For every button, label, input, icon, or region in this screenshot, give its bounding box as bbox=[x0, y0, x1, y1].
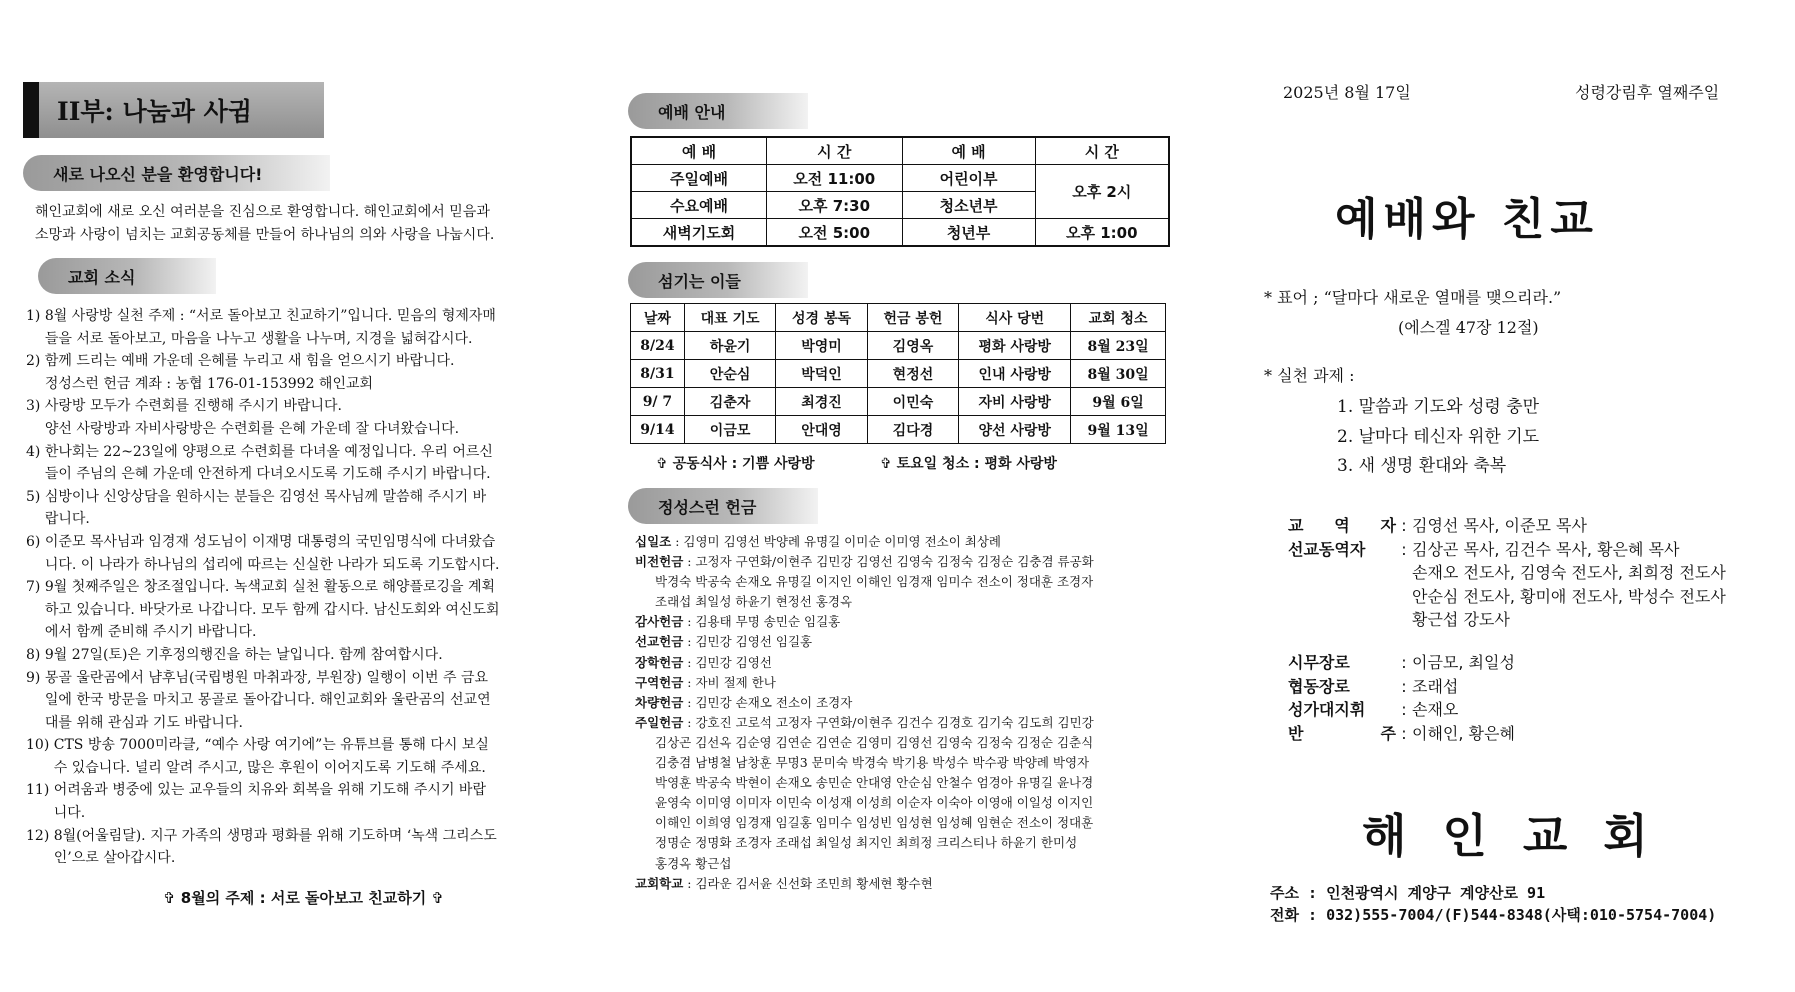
offering-names: : 강호진 고로석 고정자 구연화/이현주 김건수 김경호 김기숙 김도희 김민강 bbox=[683, 714, 1094, 730]
table-header-cell: 헌금 봉헌 bbox=[867, 304, 958, 332]
news-item-body bbox=[45, 667, 581, 735]
news-item-line: 몽골 울란곰에서 냠후님(국립병원 마취과장, 부원장) 일행이 이번 주 금요 bbox=[44, 669, 488, 686]
news-item bbox=[26, 644, 581, 667]
table-cell: 수요예배 bbox=[631, 192, 767, 219]
elder-colon: : bbox=[1401, 723, 1407, 743]
table-cell: 9월 6일 bbox=[1071, 388, 1166, 416]
offering-label: 주일헌금 bbox=[635, 714, 684, 730]
elder-role: 협동장로 bbox=[1288, 676, 1350, 696]
news-item bbox=[26, 486, 581, 531]
table-cell: 오후 1:00 bbox=[1035, 219, 1169, 247]
table-header-cell: 대표 기도 bbox=[684, 304, 775, 332]
tasks-label: * 실천 과제 : bbox=[1264, 366, 1355, 385]
news-item-number: 5) bbox=[26, 488, 45, 505]
news-item-line: 9월 27일(토)은 기후정의행진을 하는 날입니다. 함께 참여합시다. bbox=[44, 646, 443, 663]
offering-names: 박영훈 박공숙 박현이 손재오 송민순 안대영 안순심 안철수 엄경아 유명길 윤나경 bbox=[655, 775, 1094, 791]
staff-names: 김영선 목사, 이준모 목사 bbox=[1412, 516, 1587, 535]
news-item bbox=[26, 441, 581, 486]
news-item-body bbox=[45, 486, 581, 531]
table-header-cell: 예 배 bbox=[902, 137, 1035, 165]
offering-line bbox=[635, 813, 1180, 833]
staff-role bbox=[1288, 561, 1396, 585]
schedule-heading: 예배 안내 bbox=[628, 93, 808, 129]
task-item: 3. 새 생명 환대와 축복 bbox=[1337, 456, 1507, 476]
table-header-cell: 예 배 bbox=[631, 137, 767, 165]
news-item bbox=[26, 576, 581, 644]
table-cell: 청소년부 bbox=[902, 192, 1035, 219]
news-item bbox=[26, 825, 581, 870]
cleaning-note: ✞ 토요일 청소 : 평화 사랑방 bbox=[880, 456, 1057, 472]
offering-names: 김상곤 김선옥 김순영 김연순 김연순 김영미 김영선 김영숙 김정숙 김정순 김춘식 bbox=[655, 734, 1094, 750]
table-header-cell: 날짜 bbox=[631, 304, 685, 332]
news-item-number: 1) bbox=[26, 308, 45, 324]
elder-row bbox=[1288, 651, 1768, 675]
table-cell: 9/ 7 bbox=[631, 388, 685, 416]
table-cell: 박영미 bbox=[776, 332, 867, 360]
table-cell: 8월 23일 bbox=[1071, 332, 1166, 360]
table-header-cell: 시 간 bbox=[1035, 137, 1169, 165]
news-item-body bbox=[54, 734, 581, 779]
title-bar-accent bbox=[23, 82, 39, 138]
table-cell: 김춘자 bbox=[684, 388, 775, 416]
staff-role: 선교동역자 bbox=[1288, 539, 1366, 559]
offering-names: 정명순 정명화 조경자 조래섭 최일성 최지인 최희정 크리스티나 하윤기 한미성 bbox=[655, 835, 1078, 851]
news-item-body bbox=[54, 825, 581, 870]
news-heading: 교회 소식 bbox=[38, 258, 216, 294]
elder-role: 성가대지휘 bbox=[1288, 700, 1366, 719]
offering-label: 감사헌금 bbox=[635, 614, 684, 630]
news-item-line: 정성스런 헌금 계좌 : 농협 176-01-153992 해인교회 bbox=[44, 375, 374, 392]
staff-row bbox=[1288, 538, 1768, 562]
staff-row bbox=[1288, 514, 1768, 538]
table-row bbox=[631, 388, 1166, 416]
news-item-body bbox=[45, 441, 581, 486]
offering-names: : 김용태 무명 송민순 임길홍 bbox=[683, 614, 841, 630]
offering-line bbox=[635, 572, 1180, 592]
offering-line bbox=[635, 693, 1180, 713]
news-item-line: 수 있습니다. 널리 알려 주시고, 많은 후원이 이어지도록 기도해 주세요. bbox=[53, 759, 486, 776]
offering-names: : 김민강 손재오 전소이 조경자 bbox=[683, 694, 853, 710]
staff-names: 안순심 전도사, 황미애 전도사, 박성수 전도사 bbox=[1412, 586, 1726, 606]
staff-list bbox=[1288, 514, 1768, 632]
staff-colon: : bbox=[1401, 516, 1407, 535]
table-cell: 8/31 bbox=[631, 360, 685, 388]
news-item-line: 심방이나 신앙상담을 원하시는 분들은 김영선 목사님께 말씀해 주시기 바 bbox=[44, 488, 487, 505]
news-item bbox=[26, 350, 581, 395]
news-item-number: 12) bbox=[26, 827, 54, 844]
part-title bbox=[23, 82, 324, 138]
staff-colon bbox=[1396, 561, 1412, 585]
offering-line bbox=[635, 833, 1180, 853]
part-title-text: II부: 나눔과 사귐 bbox=[39, 82, 324, 138]
monthly-theme: ✞ 8월의 주제 : 서로 돌아보고 친교하기 ✞ bbox=[163, 889, 444, 907]
news-item-body bbox=[45, 644, 581, 667]
elder-role: 시무장로 bbox=[1288, 653, 1350, 672]
news-item-body bbox=[45, 395, 581, 440]
table-header-row bbox=[631, 137, 1169, 165]
staff-colon: : bbox=[1401, 539, 1407, 559]
offering-names: : 김민강 김영선 임길홍 bbox=[683, 634, 813, 650]
news-item-line: 8월(어울림달). 지구 가족의 생명과 평화를 위해 기도하며 ‘녹색 그리스도 bbox=[53, 827, 497, 844]
news-item-line: 한나회는 22~23일에 양평으로 수련회를 다녀올 예정입니다. 우리 어르신 bbox=[44, 443, 493, 460]
table-cell: 하윤기 bbox=[684, 332, 775, 360]
news-item-line: 이준모 목사님과 임경재 성도님이 이재명 대통령의 국민임명식에 다녀왔습 bbox=[44, 533, 496, 550]
staff-role bbox=[1288, 585, 1396, 609]
table-row bbox=[631, 165, 1169, 192]
elder-names: 손재오 bbox=[1412, 700, 1459, 719]
offering-label: 구역헌금 bbox=[635, 674, 684, 690]
news-item-number: 10) bbox=[26, 737, 54, 754]
news-item-body bbox=[45, 576, 581, 644]
elder-colon: : bbox=[1401, 676, 1407, 696]
news-item-line: 들이 주님의 은혜 가운데 안전하게 다녀오시도록 기도해 주시기 바랍니다. bbox=[44, 466, 491, 483]
staff-role: 교 역 자 bbox=[1288, 516, 1396, 535]
news-item-number: 11) bbox=[26, 782, 54, 799]
offering-names: 이해인 이희영 임경재 임길홍 임미수 임성빈 임성현 임성혜 임현순 전소이 정대훈 bbox=[655, 815, 1094, 831]
meal-note: ✞ 공동식사 : 기쁨 사랑방 bbox=[656, 456, 815, 472]
offering-line bbox=[635, 532, 1180, 552]
offering-label: 장학헌금 bbox=[635, 654, 684, 670]
table-row bbox=[631, 416, 1166, 444]
elder-names: 이해인, 황은혜 bbox=[1412, 723, 1515, 743]
news-item-line: 니다. bbox=[53, 805, 86, 822]
motto-label: * 표어 ; bbox=[1264, 288, 1319, 307]
table-row bbox=[631, 360, 1166, 388]
news-item-line: CTS 방송 7000미라클, “예수 사랑 여기에”는 유튜브를 통해 다시 보실 bbox=[53, 737, 489, 754]
offering-line bbox=[635, 653, 1180, 673]
table-row bbox=[631, 332, 1166, 360]
table-cell: 어린이부 bbox=[902, 165, 1035, 192]
table-cell: 새벽기도회 bbox=[631, 219, 767, 247]
table-header-cell: 시 간 bbox=[767, 137, 903, 165]
news-item-line: 사랑방 모두가 수련회를 진행해 주시기 바랍니다. bbox=[44, 398, 343, 415]
offering-label: 교회학교 bbox=[635, 875, 684, 891]
news-item-number: 6) bbox=[26, 533, 45, 550]
table-row bbox=[631, 219, 1169, 247]
table-cell: 이민숙 bbox=[867, 388, 958, 416]
table-cell: 김영옥 bbox=[867, 332, 958, 360]
offering-line bbox=[635, 773, 1180, 793]
offering-line bbox=[635, 874, 1180, 894]
table-cell: 청년부 bbox=[902, 219, 1035, 247]
table-cell: 안대영 bbox=[776, 416, 867, 444]
offering-line bbox=[635, 612, 1180, 632]
news-item bbox=[26, 305, 581, 350]
news-item-line: 인’으로 살아갑시다. bbox=[53, 850, 176, 867]
table-cell: 양선 사랑방 bbox=[959, 416, 1071, 444]
table-cell: 오후 7:30 bbox=[767, 192, 903, 219]
offering-names: : 자비 절제 한나 bbox=[683, 674, 776, 690]
table-cell: 오전 5:00 bbox=[767, 219, 903, 247]
elder-names: 조래섭 bbox=[1412, 676, 1459, 696]
news-item-line: 8월 사랑방 실천 주제 : “서로 돌아보고 친교하기”입니다. 믿음의 형제자매 bbox=[44, 308, 496, 324]
elder-row bbox=[1288, 675, 1768, 699]
news-item-number: 4) bbox=[26, 443, 45, 460]
motto-text: “달마다 새로운 열매를 맺으리라.” bbox=[1323, 288, 1562, 307]
worship-schedule-table bbox=[630, 136, 1170, 247]
news-item-body bbox=[45, 531, 581, 576]
offering-line bbox=[635, 673, 1180, 693]
task-item: 2. 날마다 테신자 위한 기도 bbox=[1337, 427, 1540, 447]
motto-reference: (에스겔 47장 12절) bbox=[1398, 318, 1539, 337]
offering-line bbox=[635, 592, 1180, 612]
news-item bbox=[26, 531, 581, 576]
offering-line bbox=[635, 552, 1180, 572]
liturgical-season: 성령강림후 열째주일 bbox=[1575, 83, 1720, 102]
offering-list bbox=[635, 532, 1180, 894]
elder-colon: : bbox=[1401, 700, 1407, 719]
table-header-cell: 교회 청소 bbox=[1071, 304, 1166, 332]
offering-names: 홍경옥 황근섭 bbox=[655, 855, 732, 871]
table-cell: 주일예배 bbox=[631, 165, 767, 192]
bulletin-date: 2025년 8월 17일 bbox=[1283, 83, 1411, 102]
staff-names: 황근섭 강도사 bbox=[1412, 610, 1510, 629]
table-cell: 안순심 bbox=[684, 360, 775, 388]
news-item-line: 일에 한국 방문을 마치고 몽골로 돌아갑니다. 해인교회와 울란곰의 선교연 bbox=[44, 692, 491, 709]
elder-role: 반 주 bbox=[1288, 723, 1396, 743]
news-list bbox=[26, 305, 581, 870]
news-item-line: 9월 첫째주일은 창조절입니다. 녹색교회 실천 활동으로 해양플로깅을 계획 bbox=[44, 579, 496, 596]
table-cell: 오전 11:00 bbox=[767, 165, 903, 192]
news-item-line: 함께 드리는 예배 가운데 은혜를 누리고 새 힘을 얻으시기 바랍니다. bbox=[44, 353, 455, 370]
staff-role bbox=[1288, 608, 1396, 632]
table-header-row bbox=[631, 304, 1166, 332]
news-item-number: 2) bbox=[26, 353, 45, 370]
elder-row bbox=[1288, 698, 1768, 722]
offering-names: 윤영숙 이미영 이미자 이민숙 이성재 이성희 이순자 이숙아 이영애 이일성 이지인 bbox=[655, 795, 1094, 811]
table-header-cell: 성경 봉독 bbox=[776, 304, 867, 332]
news-item-line: 니다. 이 나라가 하나님의 섭리에 따르는 신실한 나라가 되도록 기도합시다. bbox=[44, 556, 500, 573]
offering-line bbox=[635, 733, 1180, 753]
news-item-number: 3) bbox=[26, 398, 45, 415]
news-item-line: 어려움과 병중에 있는 교우들의 치유와 회복을 위해 기도해 주시기 바랍 bbox=[53, 782, 486, 799]
table-cell: 8/24 bbox=[631, 332, 685, 360]
news-item bbox=[26, 395, 581, 440]
news-item bbox=[26, 667, 581, 735]
staff-names: 손재오 전도사, 김영숙 전도사, 최희정 전도사 bbox=[1412, 563, 1726, 582]
offering-label: 차량헌금 bbox=[635, 694, 684, 710]
welcome-line: 해인교회에 새로 오신 여러분을 진심으로 환영합니다. 해인교회에서 믿음과 bbox=[35, 204, 490, 220]
offering-label: 십일조 bbox=[635, 534, 672, 549]
elders-list bbox=[1288, 651, 1768, 745]
news-item-line: 랍니다. bbox=[44, 511, 90, 528]
church-name: 해 인 교 회 bbox=[1362, 809, 1658, 863]
task-item: 1. 말씀과 기도와 성령 충만 bbox=[1337, 397, 1540, 417]
offering-names: : 김민강 김영선 bbox=[683, 654, 772, 670]
church-phone: 전화 : 032)555-7004/(F)544-8348(사택:010-5754-7004) bbox=[1270, 906, 1717, 924]
offering-names: 박경숙 박공숙 손재오 유명길 이지인 이해인 임경재 임미수 전소이 정대훈 조경자 bbox=[655, 574, 1094, 590]
table-cell: 인내 사랑방 bbox=[959, 360, 1071, 388]
news-item-line: 양선 사랑방과 자비사랑방은 수련회를 은혜 가운데 잘 다녀왔습니다. bbox=[44, 420, 460, 437]
table-cell: 박덕인 bbox=[776, 360, 867, 388]
table-cell: 현정선 bbox=[867, 360, 958, 388]
offering-heading: 정성스런 헌금 bbox=[628, 488, 818, 524]
table-cell: 이금모 bbox=[684, 416, 775, 444]
offering-label: 선교헌금 bbox=[635, 634, 684, 650]
offering-label: 비전헌금 bbox=[635, 554, 684, 570]
welcome-line: 소망과 사랑이 넘치는 교회공동체를 만들어 하나님의 의와 사랑을 나눕시다. bbox=[35, 226, 495, 243]
church-address: 주소 : 인천광역시 계양구 계양산로 91 bbox=[1270, 884, 1546, 902]
offering-names: : 고정자 구연화/이현주 김민강 김영선 김영숙 김정숙 김정순 김충겸 류공화 bbox=[683, 554, 1094, 570]
welcome-text bbox=[35, 201, 580, 246]
news-item-number: 7) bbox=[26, 579, 45, 596]
offering-line bbox=[635, 632, 1180, 652]
news-item-number: 8) bbox=[26, 646, 45, 663]
table-cell: 김다경 bbox=[867, 416, 958, 444]
table-cell: 최경진 bbox=[776, 388, 867, 416]
news-item bbox=[26, 779, 581, 824]
staff-row bbox=[1288, 585, 1768, 609]
offering-names: : 김영미 김영선 박양례 유명길 이미순 이미영 전소이 최상례 bbox=[671, 534, 1002, 549]
elder-row bbox=[1288, 722, 1768, 746]
news-item bbox=[26, 734, 581, 779]
table-header-cell: 식사 당번 bbox=[959, 304, 1071, 332]
staff-row bbox=[1288, 608, 1768, 632]
table-cell: 9월 13일 bbox=[1071, 416, 1166, 444]
elder-colon: : bbox=[1401, 653, 1407, 672]
staff-names: 김상곤 목사, 김건수 목사, 황은혜 목사 bbox=[1412, 539, 1680, 559]
news-item-body bbox=[45, 305, 581, 350]
motto-line bbox=[1264, 285, 1561, 308]
news-item-line: 하고 있습니다. 바닷가로 나갑니다. 모두 함께 갑시다. 남신도회와 여신도회 bbox=[44, 601, 500, 618]
offering-names: 김충겸 남병철 남창훈 무명3 문미숙 박경숙 박기용 박성수 박수광 박양례 박영자 bbox=[655, 755, 1090, 771]
news-item-line: 대를 위해 관심과 기도 바랍니다. bbox=[44, 714, 243, 731]
table-cell: 8월 30일 bbox=[1071, 360, 1166, 388]
table-cell: 자비 사랑방 bbox=[959, 388, 1071, 416]
table-cell: 9/14 bbox=[631, 416, 685, 444]
news-item-line: 에서 함께 준비해 주시기 바랍니다. bbox=[44, 624, 257, 641]
table-cell: 평화 사랑방 bbox=[959, 332, 1071, 360]
offering-line bbox=[635, 854, 1180, 874]
table-cell: 오후 2시 bbox=[1035, 165, 1169, 219]
offering-names: 조래섭 최일성 하윤기 현정선 홍경옥 bbox=[655, 594, 853, 610]
staff-row bbox=[1288, 561, 1768, 585]
news-item-body bbox=[45, 350, 581, 395]
offering-line bbox=[635, 713, 1180, 733]
elder-names: 이금모, 최일성 bbox=[1412, 653, 1515, 672]
offering-names: : 김라운 김서윤 신선화 조민희 황세현 황수현 bbox=[683, 875, 933, 891]
news-item-number: 9) bbox=[26, 669, 45, 686]
bulletin-title: 예배와 친교 bbox=[1335, 194, 1599, 245]
news-item-line: 들을 서로 돌아보고, 마음을 나누고 생활을 나누며, 지경을 넓혀갑시다. bbox=[44, 330, 473, 347]
welcome-heading: 새로 나오신 분을 환영합니다! bbox=[23, 155, 330, 191]
servers-heading: 섬기는 이들 bbox=[628, 262, 808, 298]
servers-table bbox=[630, 303, 1166, 444]
staff-colon bbox=[1396, 608, 1412, 632]
offering-line bbox=[635, 753, 1180, 773]
staff-colon bbox=[1396, 585, 1412, 609]
news-item-body bbox=[54, 779, 581, 824]
offering-line bbox=[635, 793, 1180, 813]
